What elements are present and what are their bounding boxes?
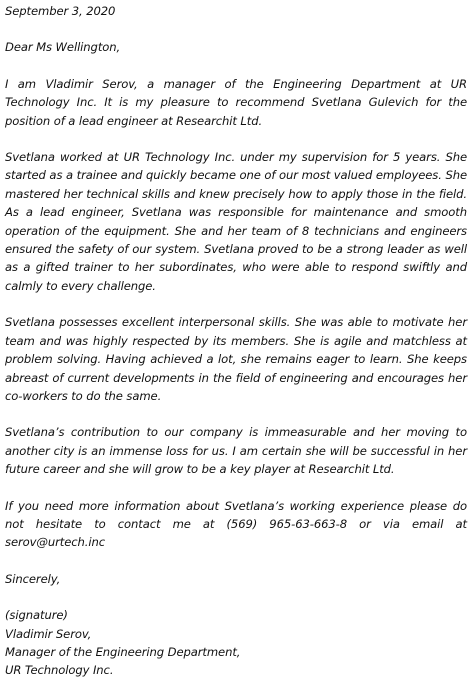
letter-salutation: Dear Ms Wellington,: [5, 40, 121, 55]
paragraph-contribution: Svetlana’s contribution to our company is immeasurable and her moving to another city is an immense loss for us. I am certain she will be successful in her future career and she will grow to be a key player at Researchit Ltd.: [5, 425, 467, 477]
paragraph-work-history: Svetlana worked at UR Technology Inc. under my supervision for 5 years. She started as a trainee and quickly became one of our most valued employees. She mastered her technical skills and knew precisely how to apply those in the field. As a lead engineer, Svetlana was responsible for maintenance and smooth operation of the equipment. She and her team of 8 technicians and engineers ensured the safety of our system. Svetlana proved to be a strong leader as well as a gifted trainer to her subordinates, who were able to respond swiftly and calmly to every challenge.: [5, 150, 467, 293]
signer-name: Vladimir Serov,: [5, 626, 92, 641]
signer-title: Manager of the Engineering Department,: [5, 644, 241, 659]
paragraph-contact-info: If you need more information about Svetlana’s working experience please do not hesitate to contact me at (569) 965-63-663-8 or via email at serov@urtech.inc: [5, 498, 467, 550]
signature-block: [5, 606, 467, 680]
signature-placeholder: (signature): [5, 608, 68, 623]
recommendation-letter: [5, 2, 467, 680]
signer-company: UR Technology Inc.: [5, 663, 114, 678]
paragraph-introduction: I am Vladimir Serov, a manager of the Engineering Department at UR Technology Inc. It is my pleasure to recommend Svetlana Gulevich for the position of a lead engineer at Researchit Ltd.: [5, 76, 467, 128]
letter-date: September 3, 2020: [5, 4, 116, 18]
paragraph-interpersonal-skills: Svetlana possesses excellent interpersonal skills. She was able to motivate her team and was highly respected by its members. She is agile and matchless at problem solving. Having achieved a lot, she remains eager to learn. She keeps abreast of current developments in the field of engineering and encourages her co-workers to do the same.: [5, 315, 467, 403]
letter-closing: Sincerely,: [5, 571, 61, 586]
